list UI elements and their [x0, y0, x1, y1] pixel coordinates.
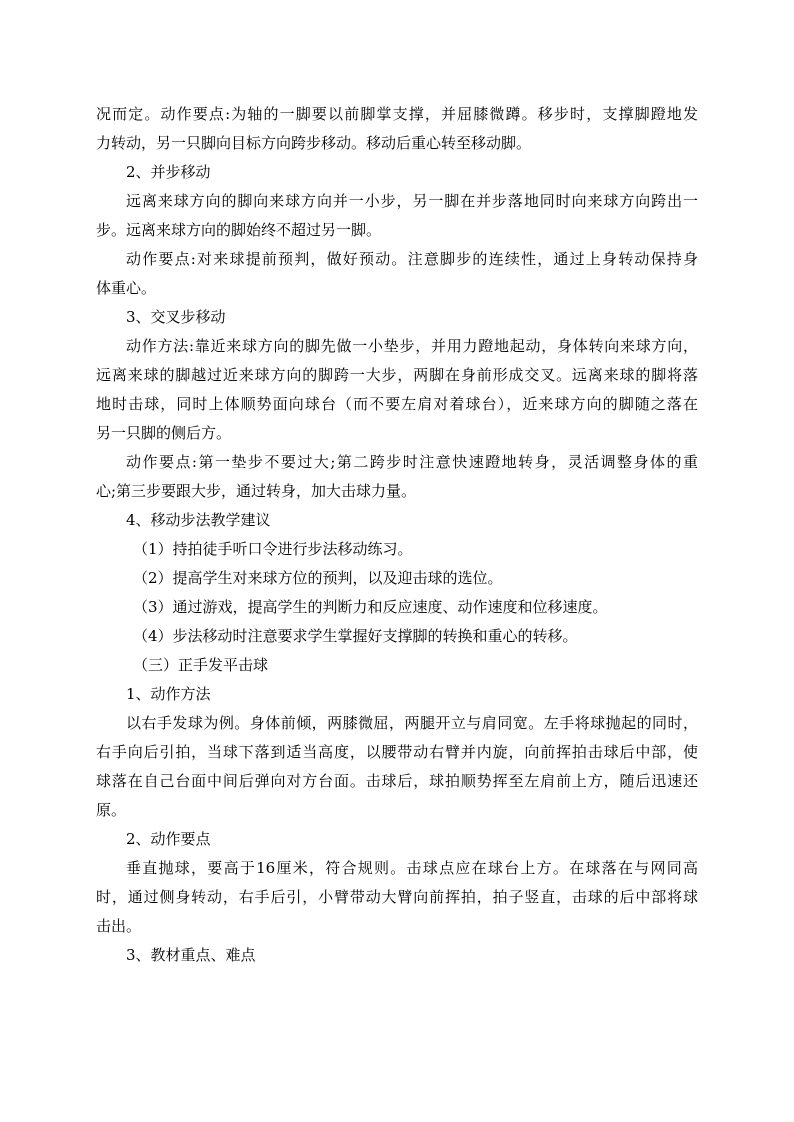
- section-heading: 3、教材重点、难点: [126, 946, 256, 964]
- section-heading: 2、动作要点: [126, 830, 211, 848]
- list-item: （3）通过游戏，提高学生的判断力和反应速度、动作速度和位移速度。: [133, 598, 608, 616]
- paragraph-line: 击出。: [96, 917, 142, 935]
- section-heading: 2、并步移动: [126, 163, 211, 181]
- paragraph-line: 右手向后引拍，当球下落到适当高度，以腰带动右臂并内旋，向前挥拍击球后中部，使: [96, 743, 698, 761]
- list-item: （2）提高学生对来球方位的预判，以及迎击球的选位。: [133, 569, 503, 587]
- paragraph-line: 力转动，另一只脚向目标方向跨步移动。移动后重心转至移动脚。: [96, 134, 532, 152]
- paragraph-line: 况而定。动作要点:为轴的一脚要以前脚掌支撑，并屈膝微蹲。移步时，支撑脚蹬地发: [96, 105, 698, 123]
- paragraph-line: 动作要点:对来球提前预判，做好预动。注意脚步的连续性，通过上身转动保持身: [126, 250, 698, 268]
- paragraph-line: 球落在自己台面中间后弹向对方台面。击球后，球拍顺势挥至左肩前上方，随后迅速还: [96, 772, 698, 790]
- paragraph-line: 动作方法:靠近来球方向的脚先做一小垫步，并用力蹬地起动，身体转向来球方向，: [126, 337, 698, 355]
- paragraph-line: 另一只脚的侧后方。: [96, 424, 232, 442]
- paragraph-line: 远离来球的脚越过近来球方向的脚跨一大步，两脚在身前形成交叉。远离来球的脚将落: [96, 366, 698, 384]
- paragraph-line: 心;第三步要跟大步，通过转身，加大击球力量。: [96, 482, 417, 500]
- section-heading: 1、动作方法: [126, 685, 211, 703]
- list-item: （1）持拍徒手听口令进行步法移动练习。: [133, 540, 413, 558]
- paragraph-line: 地时击球，同时上体顺势面向球台（而不要左肩对着球台），近来球方向的脚随之落在: [96, 395, 698, 413]
- paragraph-line: 时，通过侧身转动，右手后引，小臂带动大臂向前挥拍，拍子竖直，击球的后中部将球: [96, 888, 698, 906]
- paragraph-line: 原。: [96, 801, 127, 819]
- paragraph-line: 以右手发球为例。身体前倾，两膝微屈，两腿开立与肩同宽。左手将球抛起的同时，: [126, 714, 698, 732]
- paragraph-line: 动作要点:第一垫步不要过大;第二跨步时注意快速蹬地转身，灵活调整身体的重: [126, 453, 698, 471]
- document-body: [96, 100, 698, 970]
- paragraph-line: 垂直抛球，要高于16厘米，符合规则。击球点应在球台上方。在球落在与网同高: [126, 859, 698, 877]
- paragraph-line: 步。远离来球方向的脚始终不超过另一脚。: [96, 221, 382, 239]
- section-heading: （三）正手发平击球: [133, 656, 269, 674]
- section-heading: 3、交叉步移动: [126, 308, 226, 326]
- paragraph-line: 体重心。: [96, 279, 157, 297]
- list-item: （4）步法移动时注意要求学生掌握好支撑脚的转换和重心的转移。: [133, 627, 578, 645]
- section-heading: 4、移动步法教学建议: [126, 511, 271, 529]
- paragraph-line: 远离来球方向的脚向来球方向并一小步，另一脚在并步落地同时向来球方向跨出一: [126, 192, 698, 210]
